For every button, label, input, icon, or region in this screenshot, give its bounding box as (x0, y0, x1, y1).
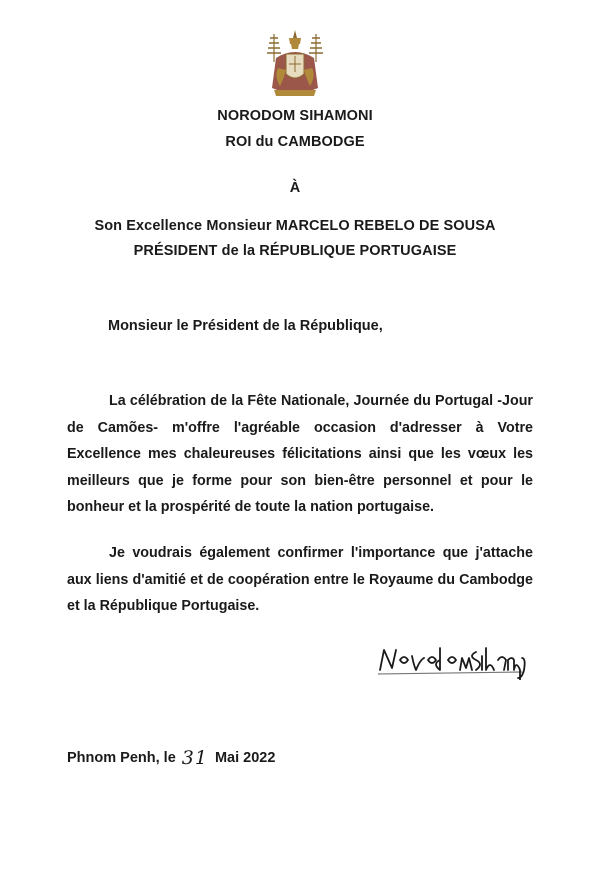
recipient-title: PRÉSIDENT de la RÉPUBLIQUE PORTUGAISE (133, 243, 457, 259)
royal-coat-of-arms-icon (262, 28, 328, 100)
date-month-year: Mai 2022 (214, 750, 276, 766)
dateline (67, 745, 275, 767)
body-paragraph: Je voudrais également confirmer l'importance que j'attache aux liens d'amitié et de coopération entre le Royaume du Cambodge et la République Portugaise. (67, 545, 533, 614)
body-paragraph: La célébration de la Fête Nationale, Journée du Portugal -Jour de Camões- m'offre l'agréable occasion d'adresser à Votre Excellence mes chaleureuses félicitations ainsi que les vœux les meilleurs que je forme pour son bien-être personnel et pour le bonheur et la prospérité de toute la nation portugaise. (67, 393, 533, 515)
date-place: Phnom Penh, le (67, 750, 176, 766)
date-day: 31 (181, 747, 208, 769)
recipient-name: Son Excellence Monsieur MARCELO REBELO DE SOUSA (94, 218, 496, 234)
sender-name: NORODOM SIHAMONI (217, 108, 373, 124)
sender-title: ROI du CAMBODGE (225, 134, 365, 150)
addressee-marker: À (289, 180, 301, 196)
salutation: Monsieur le Président de la République, (108, 318, 383, 334)
signature-icon (372, 640, 532, 680)
